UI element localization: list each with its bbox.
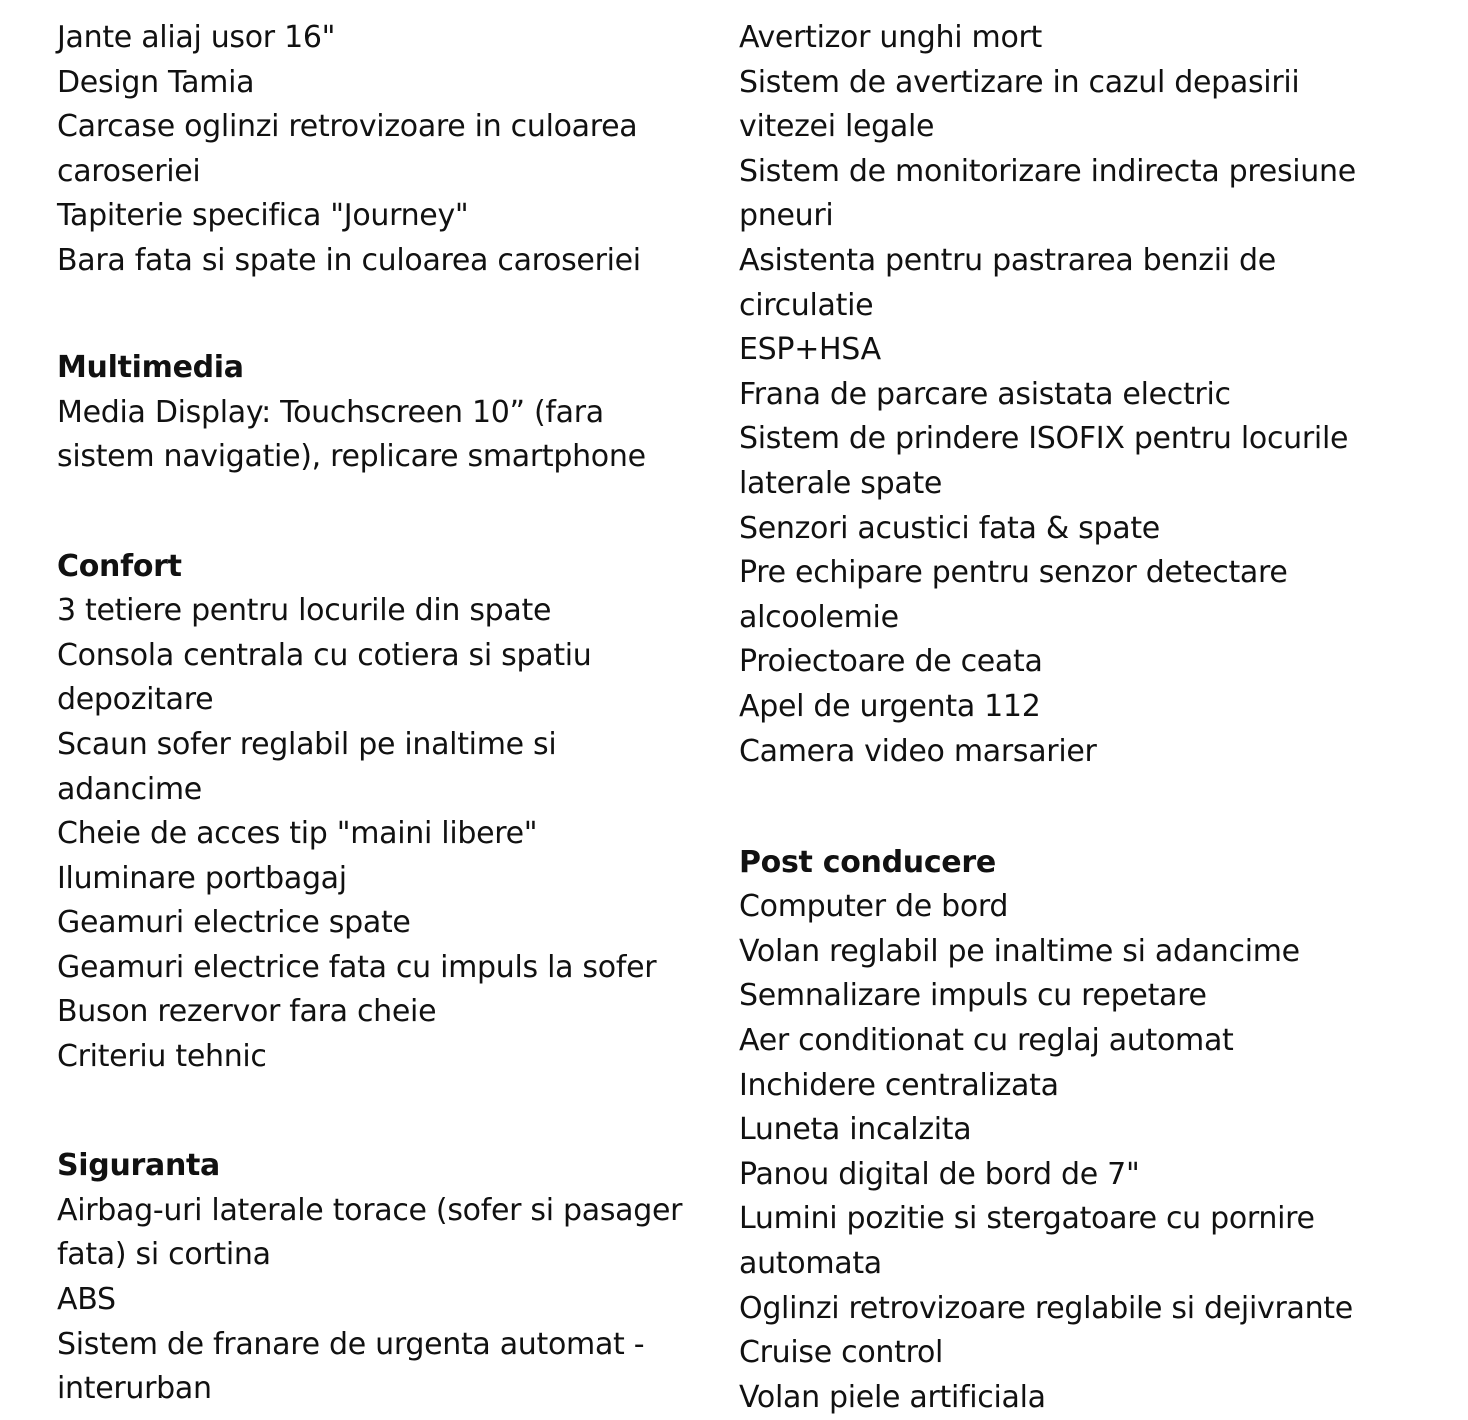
list-item: Scaun sofer reglabil pe inaltime si — [57, 726, 557, 762]
list-item: Lumini pozitie si stergatoare cu pornire — [739, 1201, 1315, 1237]
list-item: Oglinzi retrovizoare reglabile si dejivrante — [739, 1290, 1353, 1326]
list-item: Aer conditionat cu reglaj automat — [739, 1023, 1234, 1059]
list-item: Luneta incalzita — [739, 1112, 972, 1148]
list-item: fata) si cortina — [57, 1237, 271, 1273]
list-item: Cruise control — [739, 1335, 944, 1371]
list-item: ESP+HSA — [739, 332, 881, 368]
list-item: Senzori acustici fata & spate — [739, 510, 1160, 546]
list-item: Volan piele artificiala — [739, 1379, 1046, 1415]
list-item: automata — [739, 1246, 882, 1282]
list-item: Bara fata si spate in culoarea caroseriei — [57, 242, 641, 278]
list-item: Cheie de acces tip "maini libere" — [57, 816, 538, 852]
list-item: laterale spate — [739, 465, 943, 501]
section-heading-multimedia: Multimedia — [57, 350, 244, 386]
list-item: Sistem de monitorizare indirecta presiune — [739, 153, 1356, 189]
list-item: Inchidere centralizata — [739, 1067, 1059, 1103]
list-item: Computer de bord — [739, 889, 1009, 925]
list-item: Carcase oglinzi retrovizoare in culoarea — [57, 109, 638, 145]
list-item: Design Tamia — [57, 64, 255, 100]
section-heading-confort: Confort — [57, 548, 182, 584]
list-item: Avertizor unghi mort — [739, 20, 1043, 55]
list-item: Tapiterie specifica "Journey" — [57, 198, 469, 234]
list-item: caroseriei — [57, 153, 201, 189]
left-intro-list — [57, 16, 707, 284]
list-item: Asistenta pentru pastrarea benzii de — [739, 242, 1276, 278]
section-post-conducere — [739, 819, 1399, 1420]
section-siguranta — [57, 1124, 707, 1412]
left-column — [57, 16, 707, 1412]
list-item: Buson rezervor fara cheie — [57, 994, 437, 1030]
list-item: Pre echipare pentru senzor detectare — [739, 555, 1288, 591]
list-item: depozitare — [57, 682, 214, 718]
section-heading-post-conducere: Post conducere — [739, 844, 996, 880]
list-item: Jante aliaj usor 16" — [57, 20, 336, 55]
list-item: Criteriu tehnic — [57, 1039, 267, 1075]
list-item: Camera video marsarier — [739, 733, 1097, 769]
list-item: Sistem de prindere ISOFIX pentru locurile — [739, 421, 1349, 457]
list-item: alcoolemie — [739, 599, 899, 635]
right-column — [739, 16, 1399, 1420]
list-item: Geamuri electrice spate — [57, 905, 411, 941]
list-item: Frana de parcare asistata electric — [739, 376, 1231, 412]
list-item: pneuri — [739, 198, 834, 234]
list-item: Semnalizare impuls cu repetare — [739, 978, 1207, 1014]
list-item: circulatie — [739, 287, 874, 323]
list-item: Consola centrala cu cotiera si spatiu — [57, 637, 592, 673]
list-item: 3 tetiere pentru locurile din spate — [57, 593, 552, 629]
list-item: interurban — [57, 1371, 212, 1407]
list-item: Iluminare portbagaj — [57, 860, 347, 896]
list-item: ABS — [57, 1282, 116, 1318]
right-intro-list — [739, 16, 1399, 774]
section-confort — [57, 525, 707, 1080]
list-item: Geamuri electrice fata cu impuls la sofer — [57, 949, 657, 985]
list-item: Airbag-uri laterale torace (sofer si pasager — [57, 1192, 683, 1228]
list-item: Media Display: Touchscreen 10” (fara — [57, 394, 604, 430]
list-item: Sistem de franare de urgenta automat - — [57, 1326, 645, 1362]
list-item: Apel de urgenta 112 — [739, 688, 1041, 724]
list-item: Proiectoare de ceata — [739, 644, 1043, 680]
list-item: adancime — [57, 771, 202, 807]
section-heading-siguranta: Siguranta — [57, 1148, 221, 1184]
list-item: Volan reglabil pe inaltime si adancime — [739, 933, 1300, 969]
list-item: sistem navigatie), replicare smartphone — [57, 439, 646, 475]
list-item: Panou digital de bord de 7" — [739, 1156, 1140, 1192]
list-item: Sistem de avertizare in cazul depasirii — [739, 64, 1300, 100]
section-multimedia — [57, 328, 707, 480]
list-item: vitezei legale — [739, 109, 935, 145]
